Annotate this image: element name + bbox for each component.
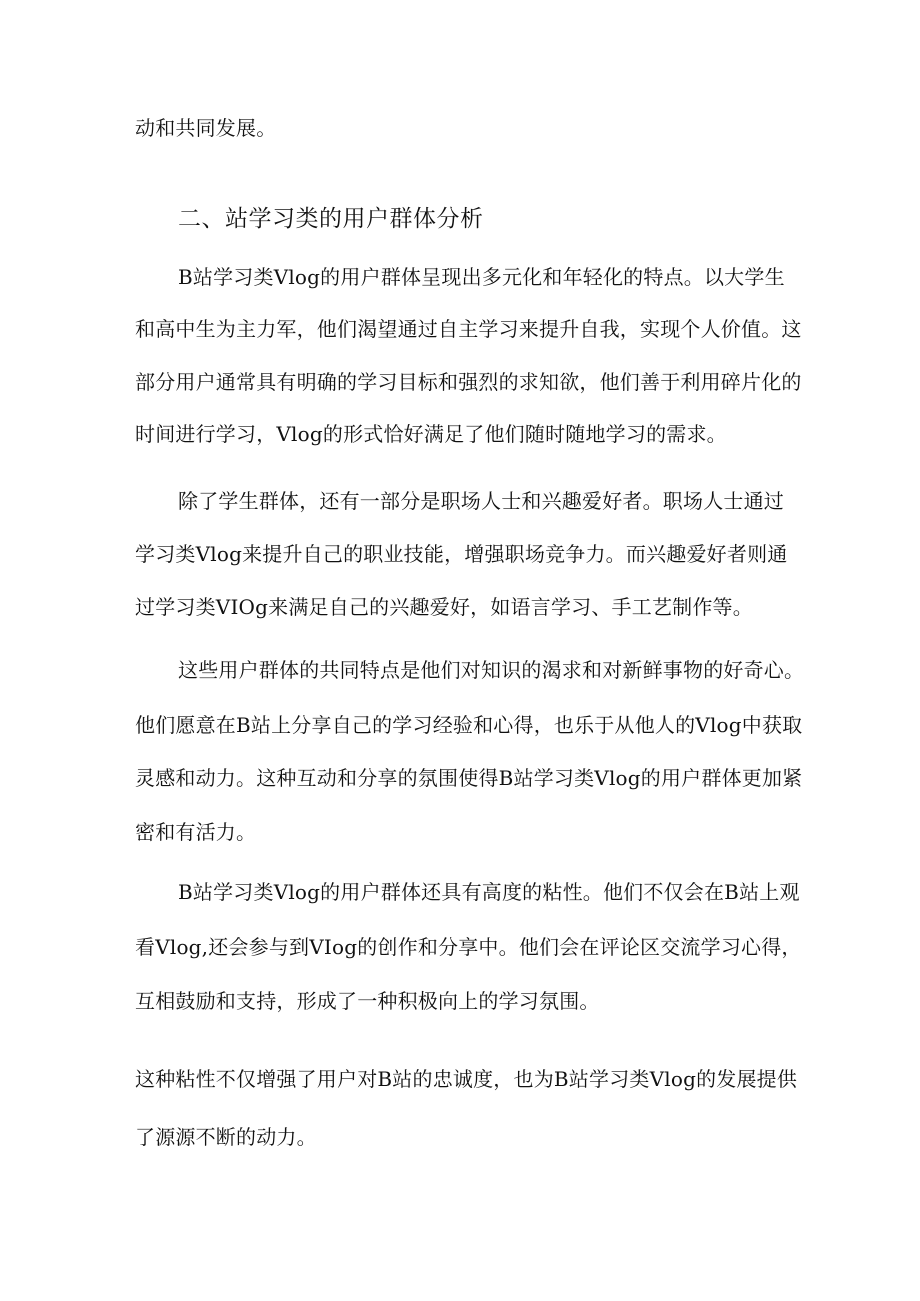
paragraph-line: 时间进行学习，Vlog的形式恰好满足了他们随时随地学习的需求。: [135, 422, 727, 446]
paragraph-line: B站学习类Vlog的用户群体还具有高度的粘性。他们不仅会在B站上观: [178, 880, 800, 904]
paragraph-line: 了源源不断的动力。: [135, 1125, 317, 1149]
paragraph-line: 看Vlog,还会参与到VIog的创作和分享中。他们会在评论区交流学习心得，: [135, 935, 802, 959]
paragraph-line: 这些用户群体的共同特点是他们对知识的渴求和对新鲜事物的好奇心。: [178, 658, 805, 682]
paragraph-line: B站学习类Vlog的用户群体呈现出多元化和年轻化的特点。以大学生: [178, 265, 785, 289]
paragraph-line: 互相鼓励和支持，形成了一种积极向上的学习氛围。: [135, 989, 600, 1013]
section-heading: 二、站学习类的用户群体分析: [178, 206, 484, 232]
paragraph-line: 密和有活力。: [135, 820, 257, 844]
paragraph-line: 学习类Vlog来提升自己的职业技能，增强职场竞争力。而兴趣爱好者则通: [135, 542, 788, 566]
paragraph-line: 除了学生群体，还有一部分是职场人士和兴趣爱好者。职场人士通过: [178, 489, 784, 513]
paragraph-line: 和高中生为主力军，他们渴望通过自主学习来提升自我，实现个人价值。这: [135, 317, 802, 341]
paragraph-line: 部分用户通常具有明确的学习目标和强烈的求知欲，他们善于利用碎片化的: [135, 370, 802, 394]
paragraph-line: 灵感和动力。这种互动和分享的氛围使得B站学习类Vlog的用户群体更加紧: [135, 766, 803, 790]
paragraph-line: 他们愿意在B站上分享自己的学习经验和心得，也乐于从他人的Vlog中获取: [135, 713, 803, 737]
continuation-line: 动和共同发展。: [135, 116, 277, 140]
paragraph-line: 这种粘性不仅增强了用户对B站的忠诚度，也为B站学习类Vlog的发展提供: [135, 1067, 798, 1091]
paragraph-line: 过学习类VIOg来满足自己的兴趣爱好，如语言学习、手工艺制作等。: [135, 595, 753, 619]
